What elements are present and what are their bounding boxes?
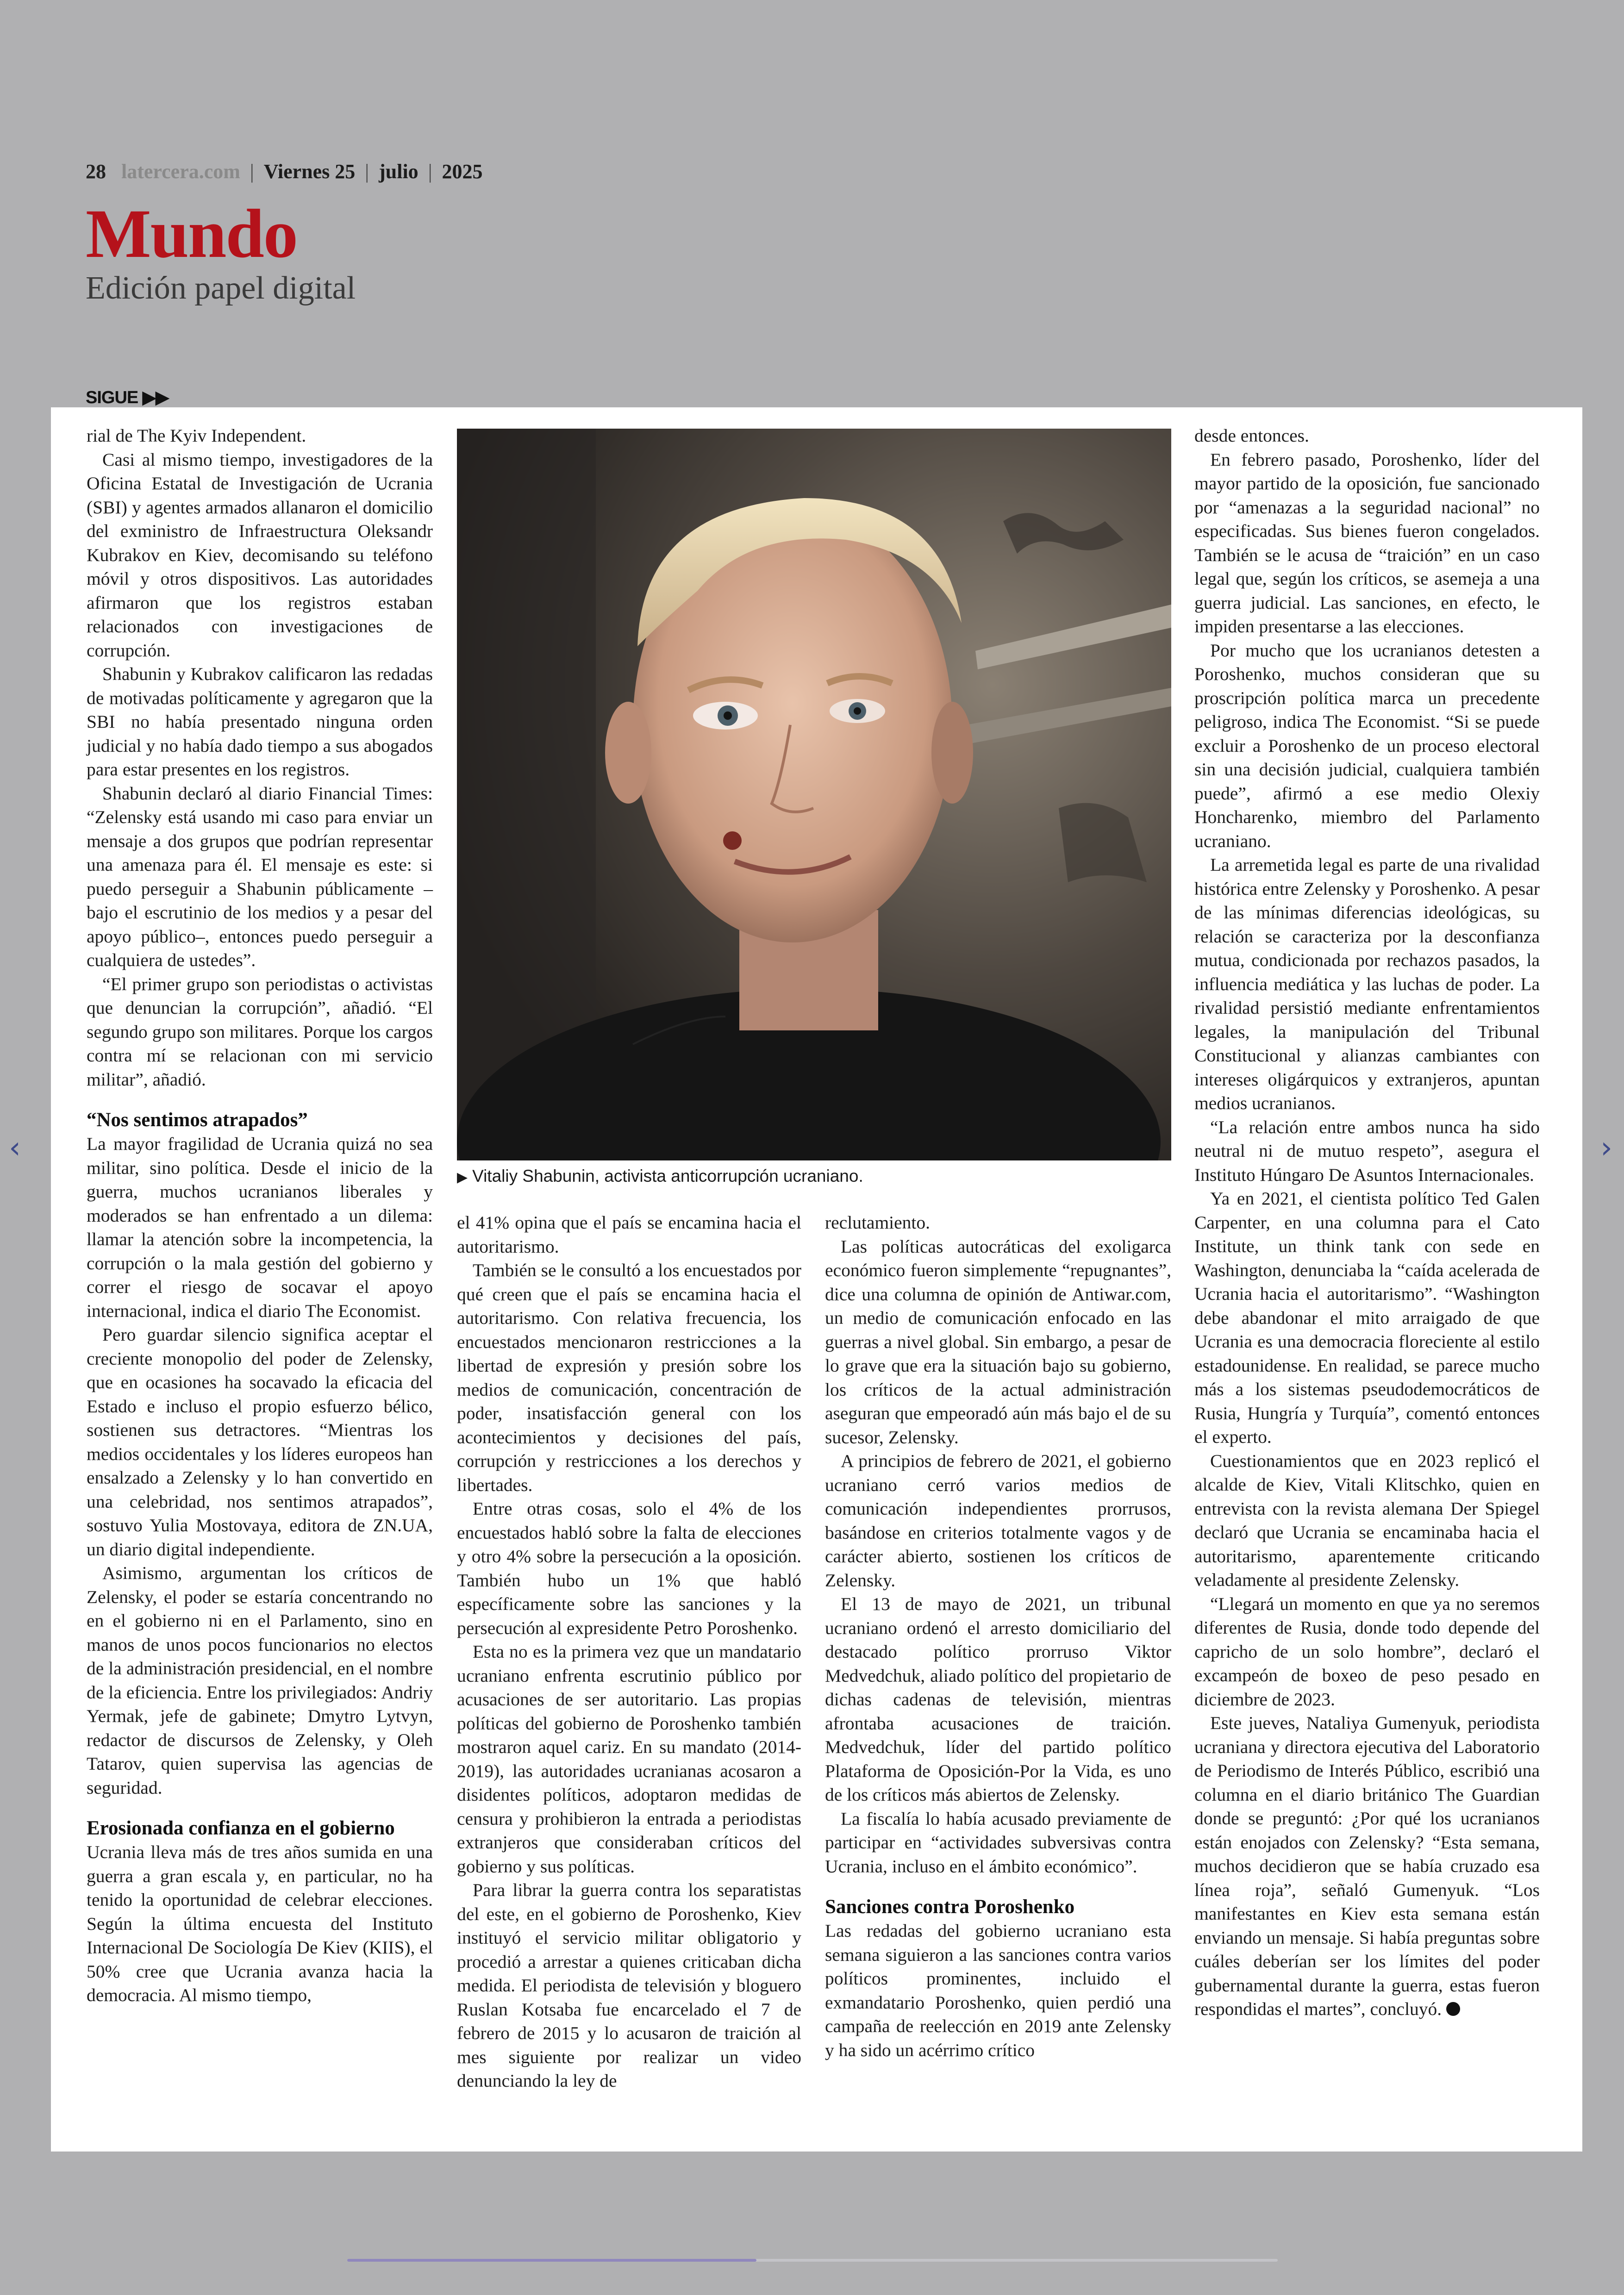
- subheading: Sanciones contra Poroshenko: [825, 1896, 1075, 1918]
- paragraph: “La relación entre ambos nunca ha sido neutral ni de mutuo respeto”, asegura el Instituto Húngaro De Asuntos Internacionales.: [1194, 1116, 1540, 1185]
- paragraph: “Llegará un momento en que ya no seremos diferentes de Rusia, donde todo depende del capricho de un solo hombre”, declaró el excampeón de boxeo de peso pesado en diciembre de 2023.: [1194, 1593, 1540, 1709]
- paragraph: Las redadas del gobierno ucraniano esta semana siguieron a las sanciones contra varios políticos prominentes, incluido el exmandatario Poroshenko, quien perdió una campaña de reelección en 2019 ante Zelensky y ha sido un acérrimo crítico: [825, 1921, 1171, 2060]
- paragraph: Entre otras cosas, solo el 4% de los encuestados habló sobre la falta de elecciones y otro 4% sobre la persecución a la oposición. También hubo un 1% que habló específicamente sobre las sanciones y la persecución al expresidente Petro Poroshenko.: [457, 1498, 801, 1638]
- photo-caption-text: Vitaliy Shabunin, activista anticorrupción ucraniano.: [472, 1166, 863, 1185]
- next-page-button[interactable]: [1593, 1129, 1620, 1166]
- article-column-4: [1194, 424, 1540, 2021]
- paragraph: Para librar la guerra contra los separatistas del este, en el gobierno de Poroshenko, Kiev instituyó el servicio militar obligatorio y procedió a arrestar a quienes criticaban dicha medida. El periodista de televisión y bloguero Ruslan Kotsaba fue encarcelado el 7 de febrero de 2015 y lo acusaron de traición al mes siguiente por realizar un video denunciando la ley de: [457, 1880, 801, 2091]
- article-column-1: [87, 424, 433, 2008]
- paragraph: “El primer grupo son periodistas o activistas que denuncian la corrupción”, añadió. “El segundo grupo son militares. Porque los cargos contra mí se relacionan con mi servicio militar”, añadió.: [87, 973, 433, 1090]
- masthead: 28 latercera.com | Viernes 25 | julio | 2025: [86, 160, 483, 183]
- date-month: julio: [379, 160, 418, 183]
- article-column-3: [825, 1211, 1171, 2062]
- chevron-right-icon: ›: [1600, 1131, 1612, 1165]
- section-subtitle: Edición papel digital: [86, 270, 356, 306]
- triangle-icon: ▶: [457, 1170, 468, 1185]
- page-progress-bar[interactable]: [347, 2259, 1278, 2262]
- continued-label: SIGUE ▶▶: [86, 388, 169, 407]
- date-day: Viernes 25: [263, 160, 356, 183]
- paragraph: El 13 de mayo de 2021, un tribunal ucraniano ordenó el arresto domiciliario del destacado político prorruso Viktor Medvedchuk, aliado político del propietario de dichas cadenas de televisión, mientras afrontaba acusaciones de traición. Medvedchuk, líder del partido político Plataforma de Oposición-Por la Vida, es uno de los críticos más abiertos de Zelensky.: [825, 1594, 1171, 1805]
- paragraph: Cuestionamientos que en 2023 replicó el alcalde de Kiev, Vitali Klitschko, quien en entrevista con la revista alemana Der Spiegel declaró que Ucrania se encaminaba hacia el autoritarismo, aparentemente criticando veladamente al presidente Zelensky.: [1194, 1450, 1540, 1590]
- article-photo: [457, 429, 1171, 1160]
- paragraph: En febrero pasado, Poroshenko, líder del mayor partido de la oposición, fue sancionado por “amenazas a la seguridad nacional” no especificadas. Sus bienes fueron congelados. También se le acusa de “traición” en un caso legal que, según los críticos, se asemeja a una guerra judicial. Las sanciones, en efecto, le impiden presentarse a las elecciones.: [1194, 449, 1540, 636]
- paragraph: Asimismo, argumentan los críticos de Zelensky, el poder se estaría concentrando no en el gobierno ni en el Parlamento, sino en manos de unos pocos funcionarios no electos de la administración presidencial, en el nombre de la eficiencia. Entre los privilegiados: Andriy Yermak, jefe de gabinete; Dmytro Lytvyn, redactor de discursos de Zelensky, y Oleh Tatarov, quien supervisa las agencias de seguridad.: [87, 1563, 433, 1798]
- page-number: 28: [86, 160, 106, 183]
- chevron-left-icon: ‹: [9, 1131, 21, 1165]
- paragraph: rial de The Kyiv Independent.: [87, 425, 306, 446]
- paragraph: Pero guardar silencio significa aceptar el creciente monopolio del poder de Zelensky, que en ocasiones ha socavado la eficacia del Estado e incluso el propio esfuerzo bélico, sostienen sus detractores. “Mientras los medios occidentales y los líderes europeos han ensalzado a Zelensky y lo han convertido en una celebridad, nos sentimos atrapados”, sostuvo Yulia Mostovaya, editora de ZN.UA, un diario digital independiente.: [87, 1324, 433, 1559]
- site-name: latercera.com: [121, 160, 240, 183]
- portrait-image: [457, 429, 1171, 1160]
- subheading: “Nos sentimos atrapados”: [87, 1109, 308, 1131]
- article-column-2: [457, 1211, 801, 2093]
- section-title: Mundo: [86, 195, 297, 272]
- paragraph: Ya en 2021, el cientista político Ted Galen Carpenter, en una columna para el Cato Institute, un think tank con sede en Washington, denunciaba la “caída acelerada de Ucrania hacia el autoritarismo”. “Washington debe abandonar el mito arraigado de que Ucrania es una democracia floreciente al estilo estadounidense. En realidad, se parece mucho más a los sistemas pseudodemocráticos de Rusia, Hungría y Turquía”, comentó entonces el experto.: [1194, 1188, 1540, 1447]
- paragraph: Las políticas autocráticas del exoligarca económico fueron simplemente “repugnantes”, dice una columna de opinión de Antiwar.com, un medio de comunicación enfocado en las guerras a nivel global. Sin embargo, a pesar de lo grave que era la situación bajo su gobierno, los críticos de la actual administración aseguran que empeoradó aún más bajo el de su sucesor, Zelensky.: [825, 1236, 1171, 1447]
- paragraph: La mayor fragilidad de Ucrania quizá no sea militar, sino política. Desde el inicio de la guerra, muchos ucranianos liberales y moderados se han enfrentado a un dilema: llamar la atención sobre la incompetencia, la corrupción o la mala gestión del gobierno y correr el riesgo de socavar el apoyo internacional, indica el diario The Economist.: [87, 1134, 433, 1321]
- paragraph: Esta no es la primera vez que un mandatario ucraniano enfrenta escrutinio público por acusaciones de ser autoritario. Las propias políticas del gobierno de Poroshenko también mostraron aquel cariz. En su mandato (2014-2019), las autoridades ucranianas acosaron a disidentes políticos, adoptaron medidas de censura y prohibieron la entrada a periodistas extranjeros que consideraban críticos del gobierno y sus políticas.: [457, 1641, 801, 1877]
- end-of-article-icon: [1446, 2002, 1460, 2016]
- paragraph: Por mucho que los ucranianos detesten a Poroshenko, muchos consideran que su proscripción política marca un precedente peligroso, indica The Economist. “Si se puede excluir a Poroshenko de un proceso electoral sin una decisión judicial, cualquiera también puede”, afirmó a ese medio Olexiy Honcharenko, miembro del Parlamento ucraniano.: [1194, 640, 1540, 851]
- paragraph: [1194, 1711, 1540, 2021]
- paragraph: reclutamiento.: [825, 1212, 931, 1233]
- paragraph: También se le consultó a los encuestados por qué creen que el país se encamina hacia el autoritarismo. Con relativa frecuencia, los encuestados mencionaron restricciones a la libertad de expresión y presión sobre los medios de comunicación, concentración de poder, insatisfacción general con los acontecimientos y decisiones del país, corrupción y restricciones a los derechos y libertades.: [457, 1260, 801, 1495]
- paragraph: Shabunin y Kubrakov calificaron las redadas de motivadas políticamente y agregaron que la SBI no había presentado ninguna orden judicial y no había dado tiempo a sus abogados para estar presentes en los registros.: [87, 664, 433, 780]
- paragraph: La arremetida legal es parte de una rivalidad histórica entre Zelensky y Poroshenko. A pesar de las mínimas diferencias ideológicas, su relación se caracteriza por la desconfianza mutua, condicionada por rechazos pasados, la influencia mediática y las luchas de poder. La rivalidad persistió mediante enfrentamientos legales, la manipulación del Tribunal Constitucional y alianzas cambiantes con intereses oligárquicos y extranjeros, apuntan medios ucranianos.: [1194, 854, 1540, 1113]
- date-year: 2025: [442, 160, 483, 183]
- paragraph: Shabunin declaró al diario Financial Times: “Zelensky está usando mi caso para enviar un mensaje a dos grupos que podrían representar una amenaza para él. El mensaje es este: si puedo perseguir a Shabunin públicamente –bajo el escrutinio de los medios y a pesar del apoyo público–, entonces puedo perseguir a cualquiera de ustedes”.: [87, 783, 433, 970]
- photo-caption: [457, 1166, 863, 1186]
- subheading: Erosionada confianza en el gobierno: [87, 1817, 395, 1839]
- paragraph: desde entonces.: [1194, 425, 1309, 446]
- paragraph: Casi al mismo tiempo, investigadores de la Oficina Estatal de Investigación de Ucrania (SBI) y agentes armados allanaron el domicilio del exministro de Infraestructura Oleksandr Kubrakov en Kiev, decomisando su teléfono móvil y otros dispositivos. Las autoridades afirmaron que los registros estaban relacionados con investigaciones de corrupción.: [87, 449, 433, 661]
- paragraph: A principios de febrero de 2021, el gobierno ucraniano cerró varios medios de comunicación independientes prorrusos, basándose en criterios totalmente vagos y de carácter abierto, sostienen los críticos de Zelensky.: [825, 1451, 1171, 1590]
- previous-page-button[interactable]: [1, 1129, 29, 1166]
- paragraph: Ucrania lleva más de tres años sumida en una guerra a gran escala y, en particular, no ha tenido la oportunidad de celebrar elecciones. Según la última encuesta del Instituto Internacional De Sociología De Kiev (KIIS), el 50% cree que Ucrania avanza hacia la democracia. Al mismo tiempo,: [87, 1842, 433, 2005]
- paragraph-text: Este jueves, Nataliya Gumenyuk, periodista ucraniana y directora ejecutiva del Laboratorio de Periodismo de Interés Público, escribió una columna en el diario británico The Guardian donde se preguntó: ¿Por qué los ucranianos están enojados con Zelensky? “Esta semana, muchos decidieron que se había cruzado esa línea roja”, señaló Gumenyuk. “Los manifestantes en Kiev esta semana están enviando un mensaje. Si había preguntas sobre cuáles deberían ser los límites del poder gubernamental durante la guerra, estas fueron respondidas el martes”, concluyó.: [1194, 1713, 1540, 2019]
- page-progress-fill: [347, 2259, 756, 2262]
- paragraph: La fiscalía lo había acusado previamente de participar en “actividades subversivas contra Ucrania, incluso en el ámbito económico”.: [825, 1808, 1171, 1877]
- paragraph: el 41% opina que el país se encamina hacia el autoritarismo.: [457, 1212, 801, 1257]
